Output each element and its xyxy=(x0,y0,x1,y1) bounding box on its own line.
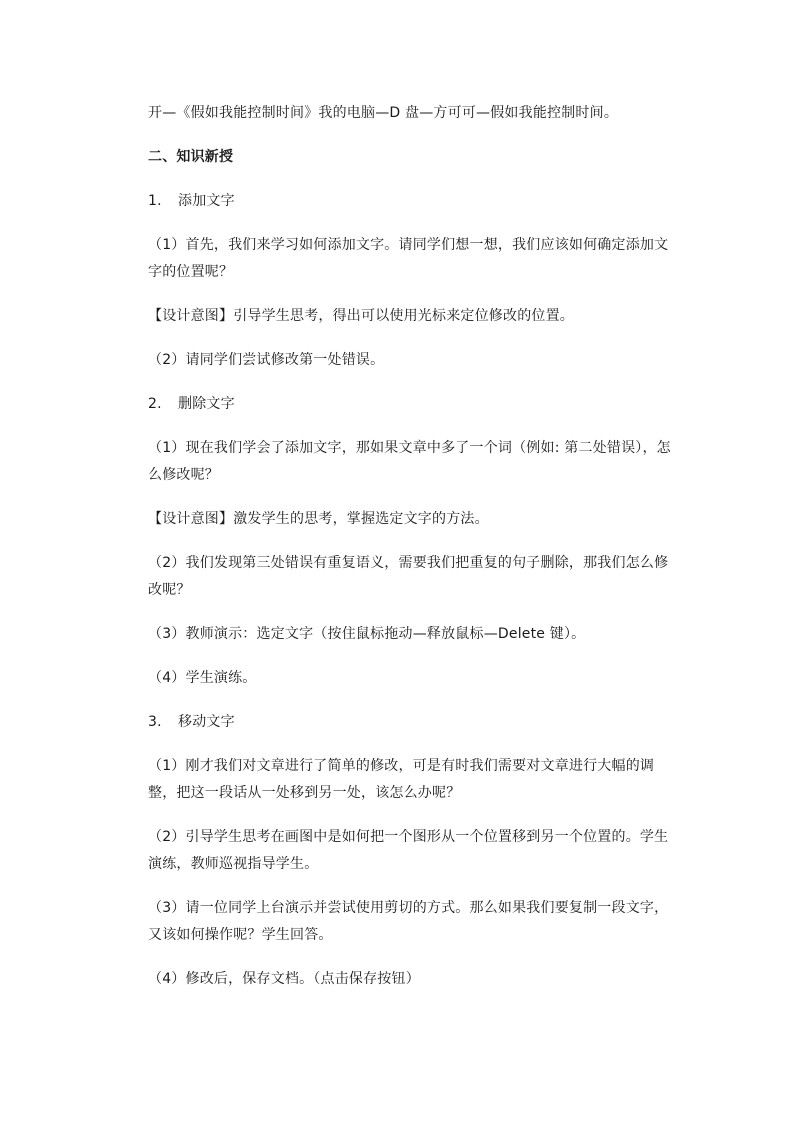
section-heading-new-knowledge: 二、知识新授 xyxy=(148,149,234,165)
item-title: 删除文字 xyxy=(178,396,235,412)
paragraph-move-text-step-3: （3）请一位同学上台演示并尝试使用剪切的方式。那么如果我们要复制一段文字，又该如何操作呢？学生回答。 xyxy=(148,900,669,943)
paragraph-delete-text-step-3: （3）教师演示：选定文字（按住鼠标拖动—释放鼠标—Delete 键）。 xyxy=(148,626,586,642)
paragraph-move-text-step-1: （1）刚才我们对文章进行了简单的修改，可是有时我们需要对文章进行大幅的调整，把这一段话从一处移到另一处，该怎么办呢？ xyxy=(148,758,655,801)
numbered-item-move-text xyxy=(148,709,678,736)
paragraph-delete-text-step-2: （2）我们发现第三处错误有重复语义，需要我们把重复的句子删除，那我们怎么修改呢？ xyxy=(148,555,669,598)
paragraph-delete-text-step-4: （4）学生演练。 xyxy=(148,670,257,686)
item-number: 3. xyxy=(148,714,162,730)
paragraph-path-instruction: 开—《假如我能控制时间》我的电脑—D 盘—方可可—假如我能控制时间。 xyxy=(148,105,619,121)
paragraph-add-text-step-2: （2）请同学们尝试修改第一处错误。 xyxy=(148,352,385,368)
numbered-item-add-text xyxy=(148,188,678,215)
numbered-item-delete-text xyxy=(148,391,678,418)
paragraph-move-text-step-2: （2）引导学生思考在画图中是如何把一个图形从一个位置移到另一个位置的。学生演练，教师巡视指导学生。 xyxy=(148,829,669,872)
paragraph-move-text-step-4: （4）修改后，保存文档。（点击保存按钮） xyxy=(148,971,420,987)
paragraph-design-intent-2: 【设计意图】激发学生的思考，掌握选定文字的方法。 xyxy=(148,511,489,527)
paragraph-design-intent-1: 【设计意图】引导学生思考，得出可以使用光标来定位修改的位置。 xyxy=(148,308,574,324)
paragraph-delete-text-step-1: （1）现在我们学会了添加文字，那如果文章中多了一个词（例如: 第二处错误），怎么修改呢？ xyxy=(148,440,671,483)
paragraph-add-text-step-1: （1）首先，我们来学习如何添加文字。请同学们想一想，我们应该如何确定添加文字的位置呢？ xyxy=(148,237,669,280)
item-number: 1. xyxy=(148,193,162,209)
item-number: 2. xyxy=(148,396,162,412)
item-title: 添加文字 xyxy=(178,193,235,209)
item-title: 移动文字 xyxy=(178,714,235,730)
document-body xyxy=(148,100,678,1010)
